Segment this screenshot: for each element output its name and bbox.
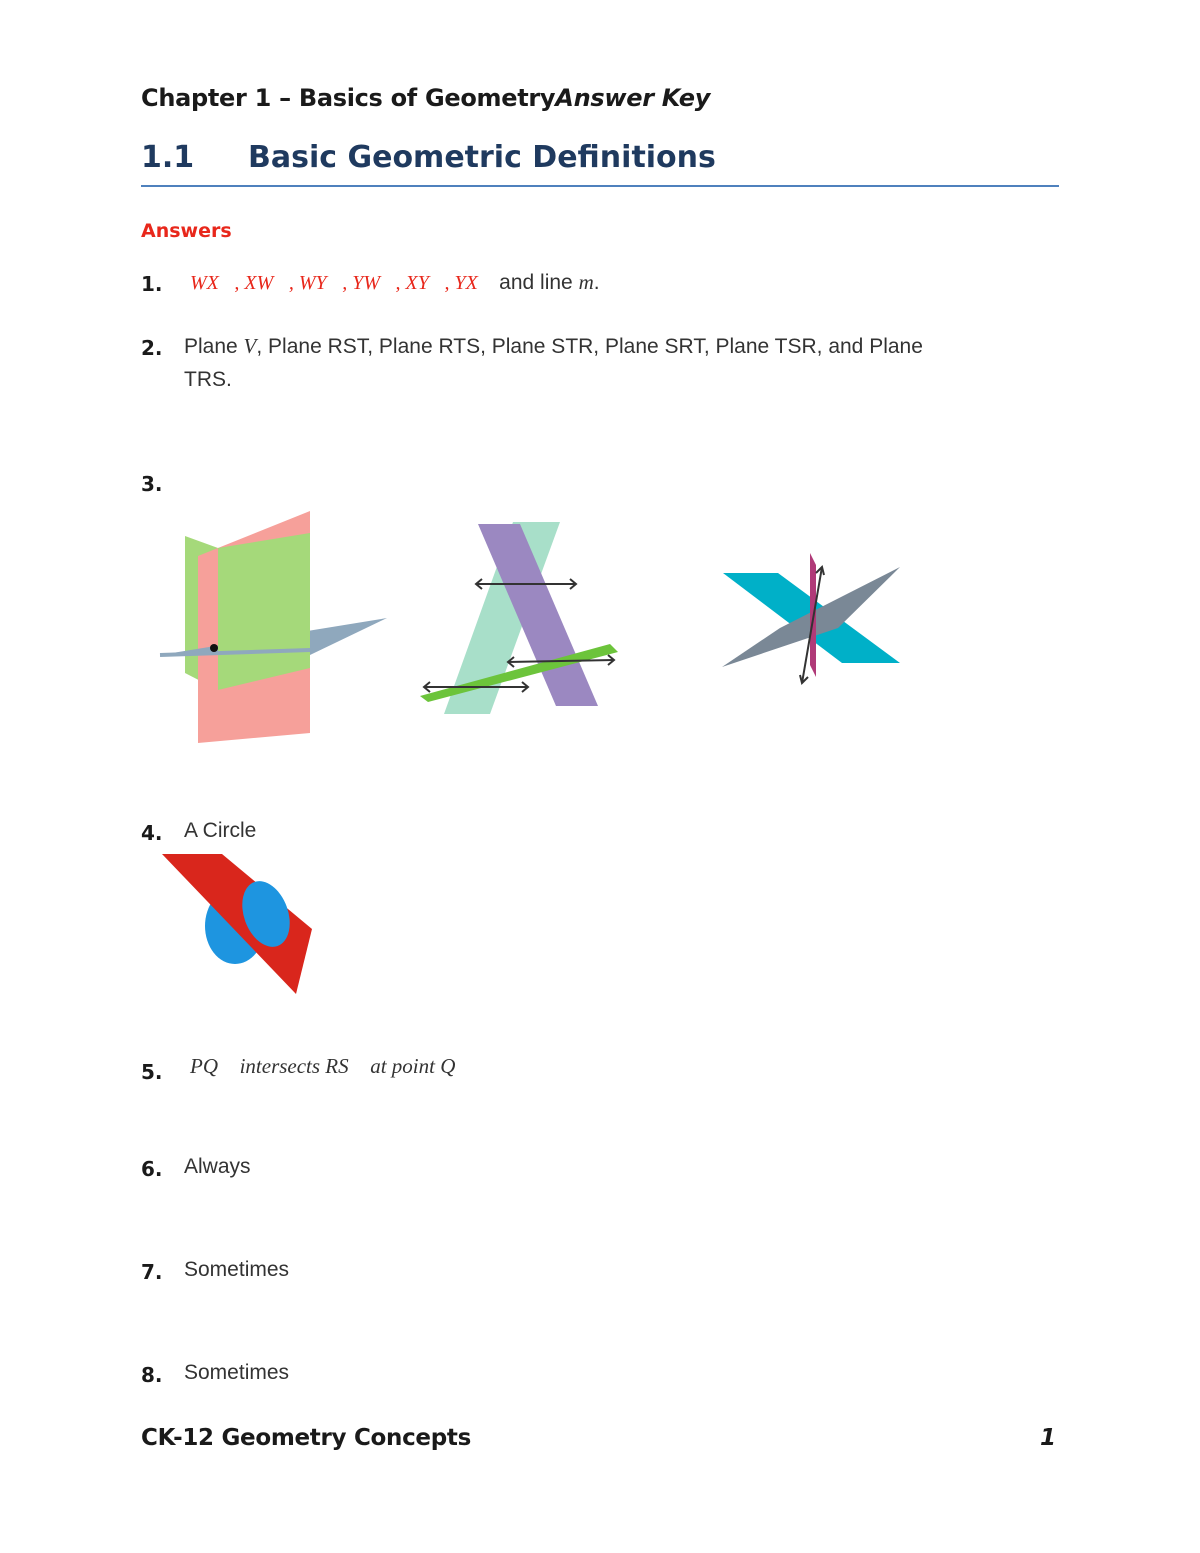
item-number-7: 7. [141, 1260, 163, 1284]
heading-rule [141, 185, 1059, 187]
planes-intersecting-point-figure [160, 508, 390, 748]
item-answer-4: A Circle [184, 819, 257, 842]
item-1-text: and line [493, 271, 579, 294]
item-number-1: 1. [141, 272, 163, 296]
section-title: Basic Geometric Definitions [248, 140, 716, 175]
item-1-var: m [578, 270, 594, 294]
item-answer-5 [190, 1054, 455, 1079]
page-number: 1 [1040, 1425, 1057, 1451]
item-number-8: 8. [141, 1363, 163, 1387]
item-answer-2 [184, 334, 923, 359]
item-answer-7: Sometimes [184, 1258, 290, 1281]
planes-crossing-lines-figure [420, 522, 620, 717]
item-2-var: V [243, 334, 257, 358]
item-2-a: Plane [184, 335, 244, 358]
item-2-b: , Plane RST, Plane RTS, Plane STR, Plane SRT, Plane TSR, and Plane [256, 335, 923, 358]
plane-circle-intersection-figure [162, 854, 317, 999]
item-answer-2-line2: TRS. [184, 368, 232, 391]
line-list: WX⃡, XW⃡, WY⃡, YW⃡, XY⃡, YX⃡ [190, 272, 494, 294]
green-plane [218, 533, 310, 690]
planes-intersecting-line-figure [720, 545, 905, 690]
item-number-3: 3. [141, 472, 163, 496]
ray-line-statement: PQ⃗ intersects RS⃡ at point Q [190, 1054, 456, 1078]
footer-title: CK-12 Geometry Concepts [141, 1425, 471, 1451]
item-1-end: . [593, 271, 600, 294]
chapter-text: Chapter 1 – Basics of Geometry [141, 84, 556, 112]
item-number-2: 2. [141, 336, 163, 360]
intersection-point [210, 644, 218, 652]
section-number: 1.1 [141, 140, 195, 175]
item-answer-1 [190, 270, 600, 295]
item-answer-6: Always [184, 1155, 251, 1178]
item-number-6: 6. [141, 1157, 163, 1181]
chapter-title [141, 84, 710, 112]
answers-label: Answers [141, 220, 232, 242]
item-answer-8: Sometimes [184, 1361, 290, 1384]
answer-key-label: Answer Key [555, 84, 711, 112]
item-number-4: 4. [141, 821, 163, 845]
item-number-5: 5. [141, 1060, 163, 1084]
